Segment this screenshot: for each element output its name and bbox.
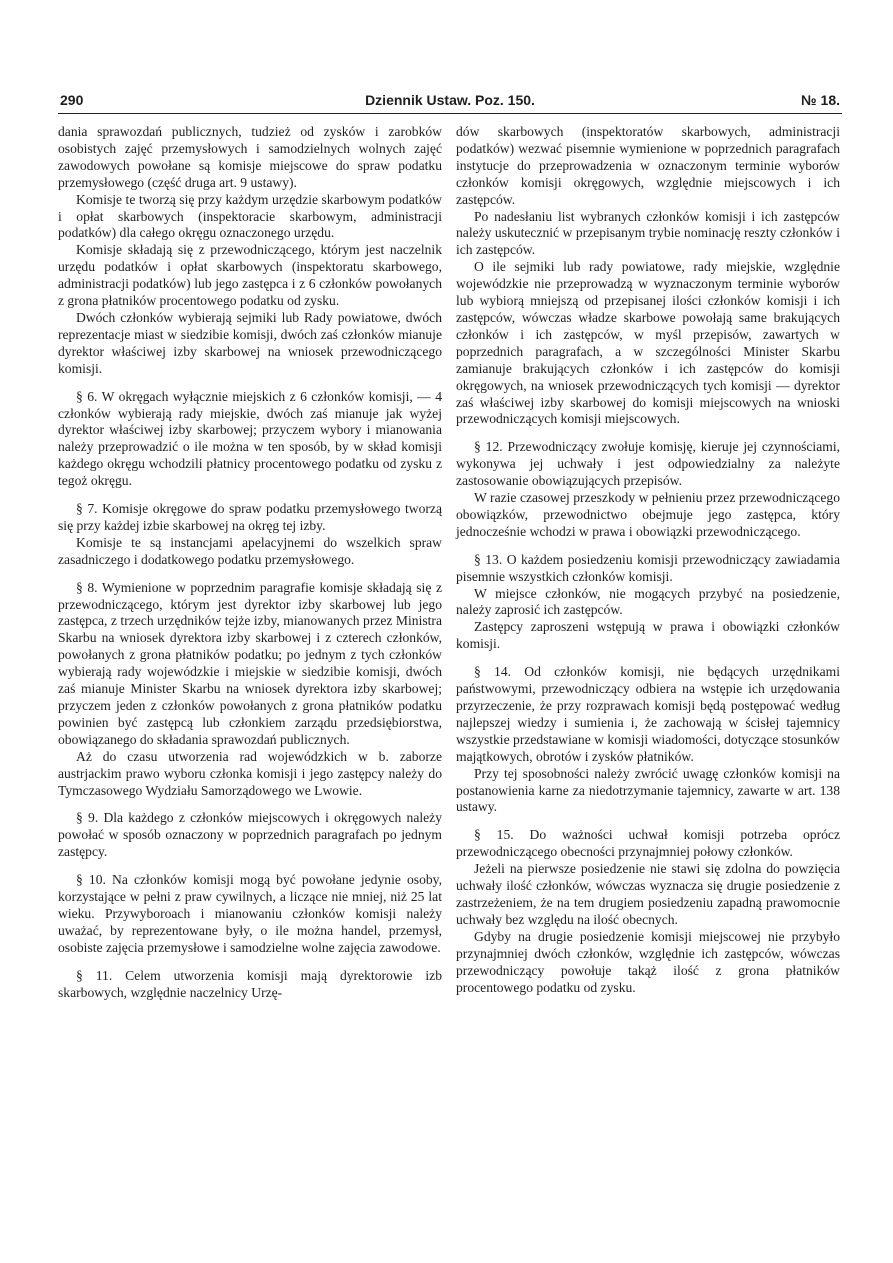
right-column bbox=[456, 124, 840, 996]
paragraph: Komisje te są instancjami apelacyjnemi do wszelkich spraw zasadniczego i dodatkowego podatku przemysłowego. bbox=[58, 534, 442, 567]
journal-title: Dziennik Ustaw. Poz. 150. bbox=[365, 92, 535, 108]
paragraph: dów skarbowych (inspektoratów skarbowych, administracji podatków) wezwać pisemnie wymienione w poprzednich paragrafach instytucje do przeprowadzenia w oznaczonym terminie wyborów członków komisji okręgowych, względnie miejscowych i ich zastępców. bbox=[456, 124, 840, 207]
section-7: § 7. Komisje okręgowe do spraw podatku przemysłowego tworzą się przy każdej izbie skarbowej na okręg tej izby. bbox=[58, 501, 442, 533]
page-header bbox=[60, 92, 840, 114]
paragraph: Komisje te tworzą się przy każdym urzędzie skarbowym podatków i opłat skarbowych (inspektoracie skarbowym, administracji podatków) dla całego okręgu oznaczonego urzędu. bbox=[58, 191, 442, 241]
paragraph: Dwóch członków wybierają sejmiki lub Rady powiatowe, dwóch reprezentacje miast w siedzibie komisji, dwóch zaś członków mianuje dyrektor właściwej izby skarbowej na wniosek przewodniczącego komisji. bbox=[58, 309, 442, 376]
paragraph: W miejsce członków, nie mogących przybyć na posiedzenie, należy zaprosić ich zastępców. bbox=[456, 585, 840, 618]
paragraph: Zastępcy zaproszeni wstępują w prawa i obowiązki członków komisji. bbox=[456, 619, 840, 652]
section-12: § 12. Przewodniczący zwołuje komisję, kieruje jej czynnościami, wykonywa jej uchwały i jest odpowiedzialny za należyte zastosowanie obowiązujących przepisów. bbox=[456, 439, 840, 489]
issue-number: № 18. bbox=[801, 92, 840, 108]
paragraph: Jeżeli na pierwsze posiedzenie nie stawi się zdolna do powzięcia uchwały ilość członków, wówczas wyznacza się drugie posiedzenie z zastrzeżeniem, że na tem drugiem posiedzeniu zapadną prawomocnie uchwały bez względu na ilość obecnych. bbox=[456, 861, 840, 927]
paragraph: Aż do czasu utworzenia rad wojewódzkich w b. zaborze austrjackim prawo wyboru członka komisji i jego zastępcy należy do Tymczasowego Wydziału Samorządowego we Lwowie. bbox=[58, 748, 442, 798]
section-11: § 11. Celem utworzenia komisji mają dyrektorowie izb skarbowych, względnie naczelnicy Urzę- bbox=[58, 967, 442, 1000]
section-9: § 9. Dla każdego z członków miejscowych i okręgowych należy powołać w sposób oznaczony w poprzednich paragrafach po jednym zastępcy. bbox=[58, 810, 442, 860]
paragraph: Komisje składają się z przewodniczącego, którym jest naczelnik urzędu podatków i opłat skarbowych (inspektoratu skarbowego, administracji podatków) lub jego zastępca i z 6 członków powołanych z grona płatników procentowego podatku od zysku. bbox=[58, 242, 442, 309]
left-column bbox=[58, 124, 442, 1002]
section-14: § 14. Od członków komisji, nie będących urzędnikami państwowymi, przewodniczący odbiera na wstępie ich urzędowania przyrzeczenie, że przy rozprawach komisji będą postępować według najlepszej wiedzy i sumienia i, że zachowają w ścisłej tajemnicy wszystkie przedstawiane w komisji wiadomości, dotyczące stosunków majątkowych, obrotów i zysków płatników. bbox=[456, 664, 840, 764]
paragraph: dania sprawozdań publicznych, tudzież od zysków i zarobków osobistych zajęć przemysłowych i samodzielnych wolnych zajęć zawodowych powołane są komisje miejscowe do spraw podatku przemysłowego (część druga art. 9 ustawy). bbox=[58, 124, 442, 190]
section-6: § 6. W okręgach wyłącznie miejskich z 6 członków komisji, — 4 członków wybierają rady miejskie, dwóch zaś mianuje jak wyżej dyrektor właściwej izby skarbowej; przyczem wybory i mianowania należy przeprowadzić o ile można w ten sposób, by w skład komisji każdego okręgu wchodzili płatnicy procentowego podatku od zysku z tegoż okręgu. bbox=[58, 388, 442, 489]
section-15: § 15. Do ważności uchwał komisji potrzeba oprócz przewodniczącego obecności przynajmniej połowy członków. bbox=[456, 827, 840, 860]
section-13: § 13. O każdem posiedzeniu komisji przewodniczący zawiadamia pisemnie wszystkich członków komisji. bbox=[456, 551, 840, 584]
paragraph: O ile sejmiki lub rady powiatowe, rady miejskie, względnie wojewódzkie nie przeprowadzą w wyznaczonym terminie wyborów lub wybiorą mniejszą od przepisanej ilości członków komisji i ich zastępców, wówczas władze skarbowe powołają same brakujących członków i ich zastępców, w myśl przepisów, zawartych w poprzednich paragrafach, a w szczególności Minister Skarbu zamianuje brakujących członków i ich zastępców do komisji okręgowych, na wniosek przewodniczących tych komisji — dyrektor zaś właściwej izby skarbowej do komisji miejscowych na wnioski przewodniczących komisji miejscowych. bbox=[456, 259, 840, 427]
paragraph: W razie czasowej przeszkody w pełnieniu przez przewodniczącego obowiązków, przewodnictwo obejmuje jego zastępca, który jednocześnie wchodzi w prawa i obowiązki przewodniczącego. bbox=[456, 490, 840, 539]
paragraph: Po nadesłaniu list wybranych członków komisji i ich zastępców należy uskutecznić w przepisanym trybie nominację reszty członków i ich zastępców. bbox=[456, 208, 840, 258]
paragraph: Przy tej sposobności należy zwrócić uwagę członków komisji na postanowienia karne za niedotrzymanie tajemnicy, zawarte w art. 138 ustawy. bbox=[456, 765, 840, 815]
header-rule bbox=[58, 113, 842, 114]
page-number: 290 bbox=[60, 92, 84, 108]
section-10: § 10. Na członków komisji mogą być powołane jedynie osoby, korzystające w pełni z praw cywilnych, a liczące nie mniej, niż 25 lat wieku. Przywyboroach i mianowaniu członków komisji należy uważać, by reprezentowane były, o ile można handel, przemysł, osobiste zajęcia przemysłowe i samodzielne wolne zajęcia zawodowe. bbox=[58, 872, 442, 955]
section-8: § 8. Wymienione w poprzednim paragrafie komisje składają się z przewodniczącego, którym jest dyrektor izby skarbowej lub jego zastępca, z trzech urzędników tejże izby, mianowanych przez Ministra Skarbu na wniosek dyrektora izby skarbowej i z czterech członków, powołanych z grona płatników podatku; po jednym z tych członków wybierają rady wojewódzkie i miejskie w siedzibie komisji, dwóch zaś mianuje Minister Skarbu na wniosek dyrektora izby skarbowej; przyczem jeden z członków powołanych z grona płatników podatku powinien być zastępcą lub członkiem zarządu przedsiębiorstwa, obowiązanego do składania sprawozdań publicznych. bbox=[58, 579, 442, 747]
paragraph: Gdyby na drugie posiedzenie komisji miejscowej nie przybyło przynajmniej dwóch członków, względnie ich zastępców, wówczas przewodniczący powołuje takąż ilość z grona płatników procentowego podatku od zysku. bbox=[456, 928, 840, 995]
